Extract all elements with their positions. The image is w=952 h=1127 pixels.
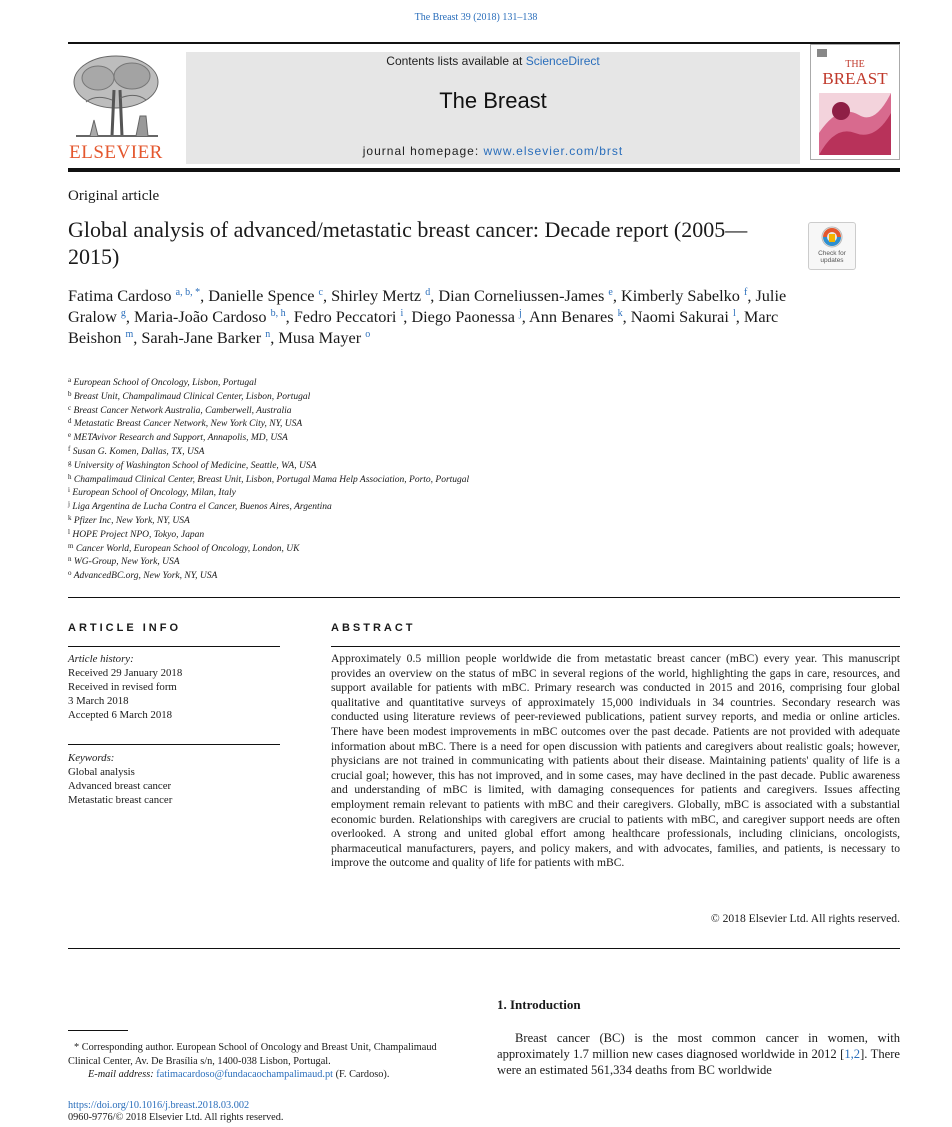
tree-icon [66, 50, 166, 142]
author-name: Julie Gralow [68, 286, 787, 326]
affiliation-item [68, 405, 668, 419]
affiliation-item [68, 446, 668, 460]
author-separator: , [747, 286, 756, 305]
affiliation-list [68, 377, 668, 584]
author-list [68, 285, 828, 348]
intro-text-after: ]. There were an estimated 561,334 deaths from BC worldwide [497, 1047, 900, 1077]
keyword-item: Global analysis [68, 766, 135, 778]
intro-reference-link[interactable]: 1,2 [844, 1047, 861, 1061]
article-type: Original article [68, 188, 160, 204]
article-title: Global analysis of advanced/metastatic breast cancer: Decade report (2005—2015) [68, 217, 748, 269]
journal-cover-thumbnail[interactable] [810, 44, 900, 160]
author-name: Danielle Spence [208, 286, 315, 305]
article-history [68, 652, 280, 722]
check-for-updates-badge[interactable] [808, 222, 856, 270]
affiliation-key: m [68, 541, 74, 550]
author-affiliation-marker[interactable]: a, b, * [175, 287, 201, 298]
keyword-item: Metastatic breast cancer [68, 794, 173, 806]
author-affiliation-marker[interactable]: b, h [270, 308, 286, 319]
author-name: Musa Mayer [278, 328, 362, 347]
affiliation-text: Metastatic Breast Cancer Network, New York City, NY, USA [73, 419, 303, 430]
author-name: Ann Benares [529, 307, 614, 326]
affiliation-key: g [68, 458, 72, 467]
author-separator: , [125, 307, 135, 326]
article-info-heading: ARTICLE INFO [68, 622, 181, 634]
affiliation-key: d [68, 417, 72, 426]
email-suffix: (F. Cardoso). [333, 1069, 390, 1080]
affiliation-text: University of Washington School of Medicine, Seattle, WA, USA [73, 460, 317, 471]
affiliation-item [68, 377, 668, 391]
issn-line: 0960-9776/© 2018 Elsevier Ltd. All rights reserved. [68, 1112, 284, 1123]
author-separator: , [735, 307, 744, 326]
author-separator: , [200, 286, 209, 305]
affiliation-text: Cancer World, European School of Oncology, London, UK [75, 543, 300, 554]
keywords-rule [68, 744, 280, 745]
cover-title: BREAST [822, 69, 888, 88]
author-name: Fedro Peccatori [293, 307, 397, 326]
affiliation-text: Champalimaud Clinical Center, Breast Unit, Lisbon, Portugal Mama Help Association, Porto, Portugal [73, 474, 470, 485]
author-affiliation-marker[interactable]: o [365, 329, 371, 340]
article-info-rule [68, 646, 280, 647]
affiliation-key: o [68, 569, 72, 578]
publisher-wordmark: ELSEVIER [69, 142, 163, 163]
affiliation-text: AdvancedBC.org, New York, NY, USA [73, 571, 218, 582]
homepage-line [186, 144, 800, 158]
keyword-item: Advanced breast cancer [68, 780, 172, 792]
footnote-rule [68, 1030, 128, 1031]
affiliation-item [68, 543, 668, 557]
affiliation-text: Pfizer Inc, New York, NY, USA [73, 515, 190, 526]
history-item: Received in revised form [68, 681, 177, 693]
author-name: Diego Paonessa [411, 307, 515, 326]
cover-prefix: THE [845, 59, 865, 70]
header-top-rule [68, 42, 900, 44]
author-name: Marc Beishon [68, 307, 779, 347]
author-separator: , [133, 328, 142, 347]
keywords-label: Keywords: [68, 752, 115, 764]
affiliation-key: k [68, 513, 72, 522]
author-affiliation-marker[interactable]: k [617, 308, 623, 319]
abstract-rule [331, 646, 900, 647]
author-affiliation-marker[interactable]: i [400, 308, 404, 319]
check-updates-icon [821, 226, 843, 250]
author-affiliation-marker[interactable]: f [743, 287, 748, 298]
author-separator: , [622, 307, 631, 326]
email-label: E-mail address: [88, 1069, 157, 1080]
history-item: Accepted 6 March 2018 [68, 709, 173, 721]
affiliation-text: WG-Group, New York, USA [73, 557, 180, 568]
affiliation-item [68, 529, 668, 543]
author-affiliation-marker[interactable]: l [733, 308, 736, 319]
author-name: Shirley Mertz [331, 286, 422, 305]
author-affiliation-marker[interactable]: j [519, 308, 522, 319]
author-separator: , [521, 307, 530, 326]
history-item: 3 March 2018 [68, 695, 129, 707]
affiliation-item [68, 570, 668, 584]
author-name: Maria-João Cardoso [134, 307, 267, 326]
affiliation-key: n [68, 555, 72, 564]
journal-title: The Breast [439, 88, 547, 113]
abstract-text: Approximately 0.5 million people worldwide die from metastatic breast cancer (mBC) every year. This manuscript provides an overview on the status of mBC in several regions of the world, highlighting the gaps in care, resources, and support available for patients with mBC. Primary research was conducted in 2015 and 2016, comprising four global qualitative and quantitative surveys of approximately 15,000 individuals in 34 countries. Secondary research was conducted using literature reviews of peer-reviewed publications, patient survey reports, and media or online articles. There have been modest improvements in mBC outcomes over the past decade. Patients are not provided with adequate information about mBC. There is a need for open discussion with patients and caregivers about realistic goals; however, physicians are not trained in communicating with patients about their disease. Maintaining patients' quality of life is a crucial goal; however, this has not improved, and in some cases, may have declined in the past decade. Public awareness and understanding of mBC is limited, with damaging consequences for patients and caregivers. Issues affecting employment remain relevant to patients with mBC and their caregivers. Globally, mBC is associated with a substantial economic burden. Relationships with caregivers are crucial to patients with mBC, and caregiver support needs are often overlooked. A strong and united global effort among healthcare professionals, including clinicians, oncologists, pharmaceutical manufacturers, payers, and policy makers, and with advocates, families, and patients, is necessary to improve the outcome and quality of life for patients with mBC. [331, 652, 900, 870]
affiliation-text: Susan G. Komen, Dallas, TX, USA [72, 446, 205, 457]
affiliation-key: b [68, 389, 72, 398]
journal-citation: The Breast 39 (2018) 131–138 [414, 12, 538, 23]
contents-line [186, 54, 800, 68]
author-name: Sarah-Jane Barker [141, 328, 262, 347]
affiliation-item [68, 418, 668, 432]
section-divider [68, 597, 900, 598]
affiliation-item [68, 501, 668, 515]
affiliation-item [68, 515, 668, 529]
contents-prefix: Contents lists available at [386, 54, 526, 68]
affiliation-key: a [68, 376, 72, 384]
abstract-copyright: © 2018 Elsevier Ltd. All rights reserved. [710, 912, 900, 925]
affiliation-item [68, 487, 668, 501]
affiliation-key: c [68, 403, 72, 412]
journal-header-box [186, 52, 800, 164]
author-separator: , [285, 307, 294, 326]
keyword-list [68, 765, 280, 807]
author-affiliation-marker[interactable]: d [425, 287, 431, 298]
author-name: Kimberly Sabelko [620, 286, 740, 305]
cover-logo-icon [817, 49, 827, 57]
author-affiliation-marker[interactable]: m [125, 329, 134, 340]
affiliation-item [68, 556, 668, 570]
author-separator: , [403, 307, 412, 326]
keywords-block [68, 751, 280, 807]
affiliation-item [68, 460, 668, 474]
history-item: Received 29 January 2018 [68, 667, 183, 679]
affiliation-key: h [68, 472, 72, 481]
introduction-heading: 1. Introduction [497, 997, 581, 1012]
affiliation-text: Breast Unit, Champalimaud Clinical Center, Lisbon, Portugal [73, 391, 311, 402]
affiliation-key: i [68, 486, 70, 495]
affiliation-key: f [68, 444, 71, 453]
email-link[interactable]: fatimacardoso@fundacaochampalimaud.pt [156, 1069, 334, 1080]
affiliation-key: j [68, 500, 70, 509]
author-affiliation-marker[interactable]: c [318, 287, 323, 298]
author-separator: , [430, 286, 439, 305]
author-name: Dian Corneliussen-James [438, 286, 605, 305]
history-list [68, 666, 280, 722]
affiliation-text: METAvivor Research and Support, Annapolis, MD, USA [73, 433, 288, 444]
doi-link[interactable]: https://doi.org/10.1016/j.breast.2018.03.002 [68, 1100, 250, 1111]
affiliation-item [68, 432, 668, 446]
intro-text-before: Breast cancer (BC) is the most common cancer in women, with approximately 1.7 million new cases diagnosed worldwide in 2012 [ [497, 1031, 900, 1061]
affiliation-key: l [68, 527, 70, 536]
homepage-link[interactable]: www.elsevier.com/brst [483, 144, 624, 158]
corresponding-author-footnote [68, 1041, 468, 1082]
affiliation-text: European School of Oncology, Milan, Italy [72, 488, 236, 499]
affiliation-text: European School of Oncology, Lisbon, Portugal [73, 378, 257, 388]
abstract-bottom-rule [68, 948, 900, 949]
affiliation-text: Breast Cancer Network Australia, Camberwell, Australia [73, 405, 292, 416]
author-affiliation-marker[interactable]: e [608, 287, 613, 298]
author-separator: , [270, 328, 279, 347]
author-separator: , [612, 286, 621, 305]
author-affiliation-marker[interactable]: g [120, 308, 126, 319]
affiliation-key: e [68, 431, 72, 440]
homepage-prefix: journal homepage: [362, 144, 484, 158]
header-bottom-rule [68, 168, 900, 172]
author-separator: , [323, 286, 332, 305]
cover-artwork-icon [819, 93, 891, 155]
author-name: Naomi Sakurai [630, 307, 729, 326]
affiliation-item [68, 391, 668, 405]
abstract-heading: ABSTRACT [331, 622, 416, 634]
sciencedirect-link[interactable]: ScienceDirect [525, 54, 600, 68]
affiliation-text: Liga Argentina de Lucha Contra el Cancer, Buenos Aires, Argentina [72, 502, 332, 513]
author-affiliation-marker[interactable]: n [265, 329, 271, 340]
email-line [68, 1068, 468, 1082]
history-label: Article history: [68, 653, 134, 665]
check-updates-label: Check for updates [818, 250, 846, 264]
affiliation-item [68, 474, 668, 488]
author-name: Fatima Cardoso [68, 286, 172, 305]
affiliation-text: HOPE Project NPO, Tokyo, Japan [72, 529, 205, 540]
corresponding-author-text: * Corresponding author. European School of Oncology and Breast Unit, Champalimaud Clinical Center, Av. De Brasília s/n, 1400-038 Lisbon, Portugal. [68, 1042, 437, 1067]
introduction-text [497, 1030, 900, 1078]
